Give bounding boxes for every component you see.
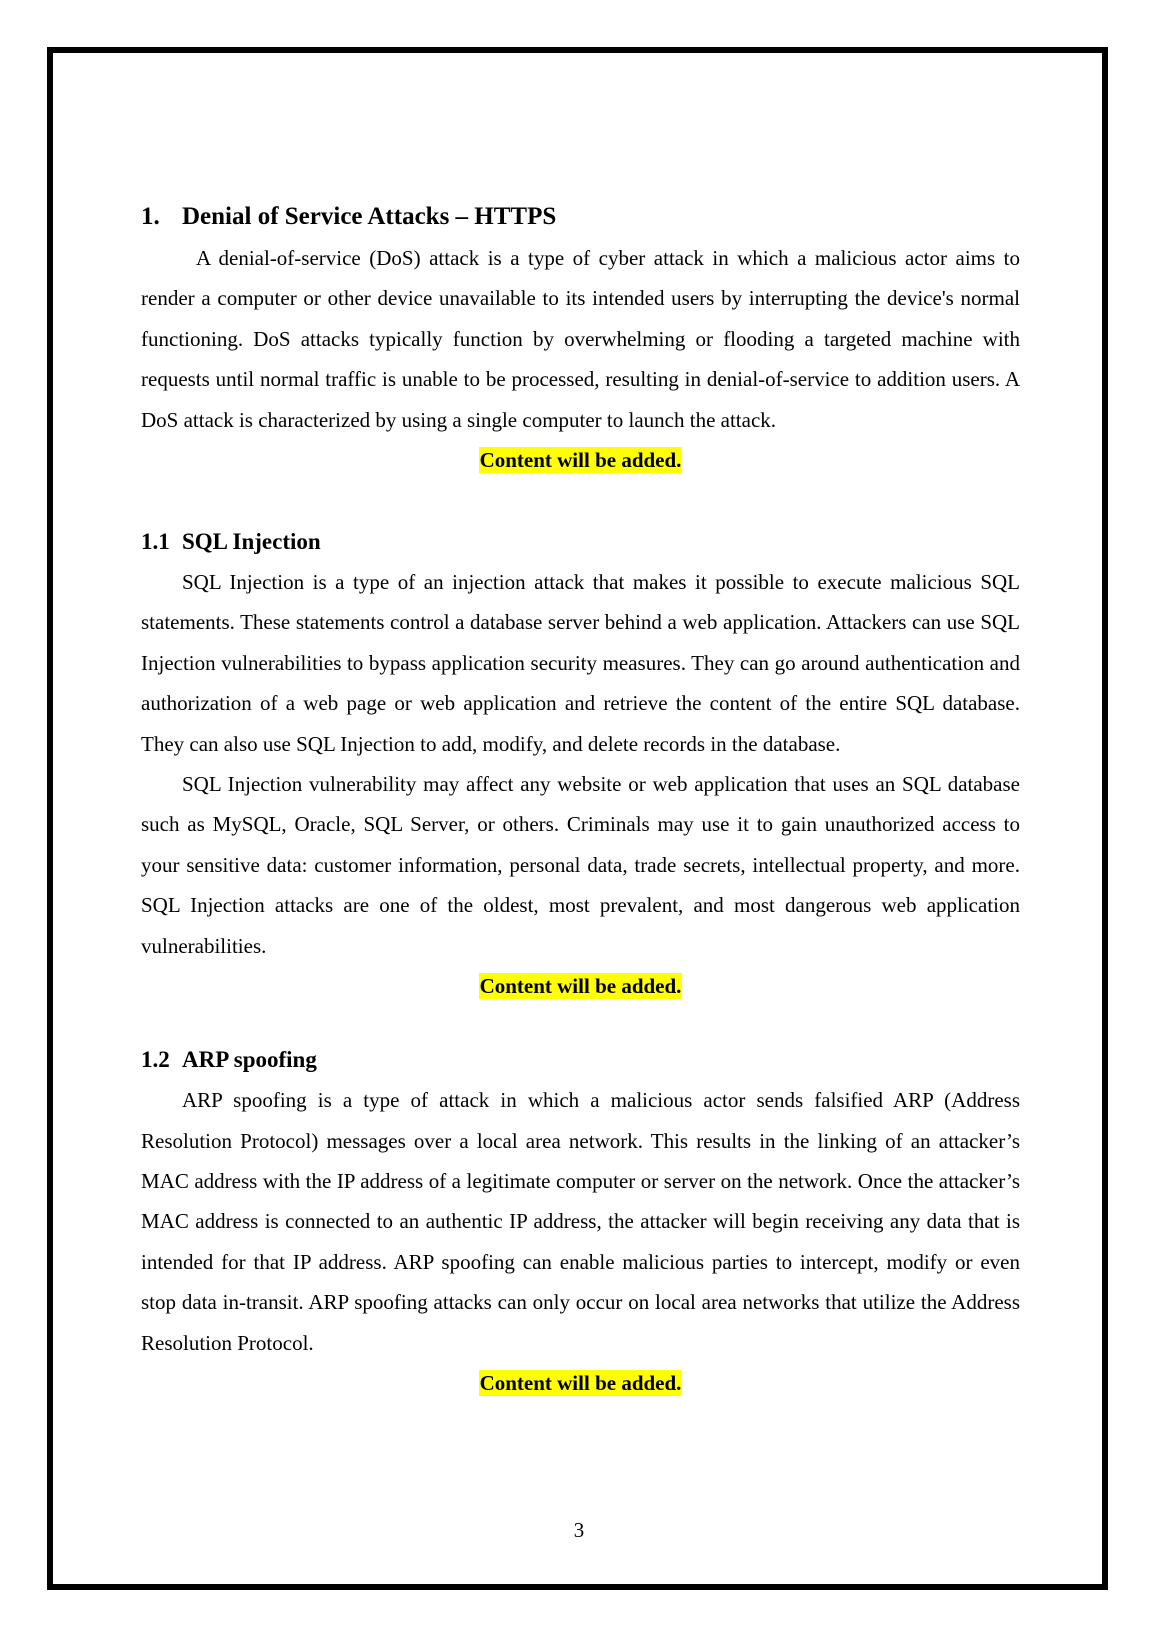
spacer xyxy=(141,1006,1020,1040)
section-heading-dos xyxy=(141,196,1020,238)
paragraph: ARP spoofing is a type of attack in which a malicious actor sends falsified ARP (Address Resolution Protocol) messages over a local area network. This results in the linking of an attacker’s MAC address with the IP address of a legitimate computer or server on the network. Once the attacker’s MAC address is connected to an authentic IP address, the attacker will begin receiving any data that is intended for that IP address. ARP spoofing can enable malicious parties to intercept, modify or even stop data in-transit. ARP spoofing attacks can only occur on local area networks that utilize the Address Resolution Protocol. xyxy=(141,1088,1020,1355)
placeholder-line xyxy=(141,1363,1020,1403)
paragraph: SQL Injection is a type of an injection attack that makes it possible to execute malicious SQL statements. These statements control a database server behind a web application. Attackers can use SQL Injection vulnerabilities to bypass application security measures. They can go around authentication and authorization of a web page or web application and retrieve the content of the entire SQL database. They can also use SQL Injection to add, modify, and delete records in the database. xyxy=(141,570,1020,756)
paragraph: A denial-of-service (DoS) attack is a type of cyber attack in which a malicious actor aims to render a computer or other device unavailable to its intended users by interrupting the device's normal functioning. DoS attacks typically function by overwhelming or flooding a targeted machine with requests until normal traffic is unable to be processed, resulting in denial-of-service to addition users. A DoS attack is characterized by using a single computer to launch the attack. xyxy=(141,246,1020,432)
section-heading-arp-spoofing xyxy=(141,1040,1020,1080)
section-number: 1.2 xyxy=(141,1047,170,1073)
placeholder-line xyxy=(141,966,1020,1006)
spacer xyxy=(141,480,1020,522)
section-number: 1. xyxy=(141,203,160,230)
section-title: ARP spoofing xyxy=(182,1047,317,1073)
placeholder-line xyxy=(141,440,1020,480)
section-heading-sql-injection xyxy=(141,522,1020,562)
content-placeholder-highlight: Content will be added. xyxy=(479,974,682,999)
document-body xyxy=(141,196,1020,1403)
content-placeholder-highlight: Content will be added. xyxy=(479,448,682,473)
paragraph: SQL Injection vulnerability may affect any website or web application that uses an SQL database such as MySQL, Oracle, SQL Server, or others. Criminals may use it to gain unauthorized access to your sensitive data: customer information, personal data, trade secrets, intellectual property, and more. SQL Injection attacks are one of the oldest, most prevalent, and most dangerous web application vulnerabilities. xyxy=(141,772,1020,958)
section-number: 1.1 xyxy=(141,529,170,555)
section-title: Denial of Service Attacks – HTTPS xyxy=(182,203,557,230)
content-placeholder-highlight: Content will be added. xyxy=(479,1370,682,1395)
page-number: 3 xyxy=(573,1518,585,1542)
section-title: SQL Injection xyxy=(182,529,321,555)
